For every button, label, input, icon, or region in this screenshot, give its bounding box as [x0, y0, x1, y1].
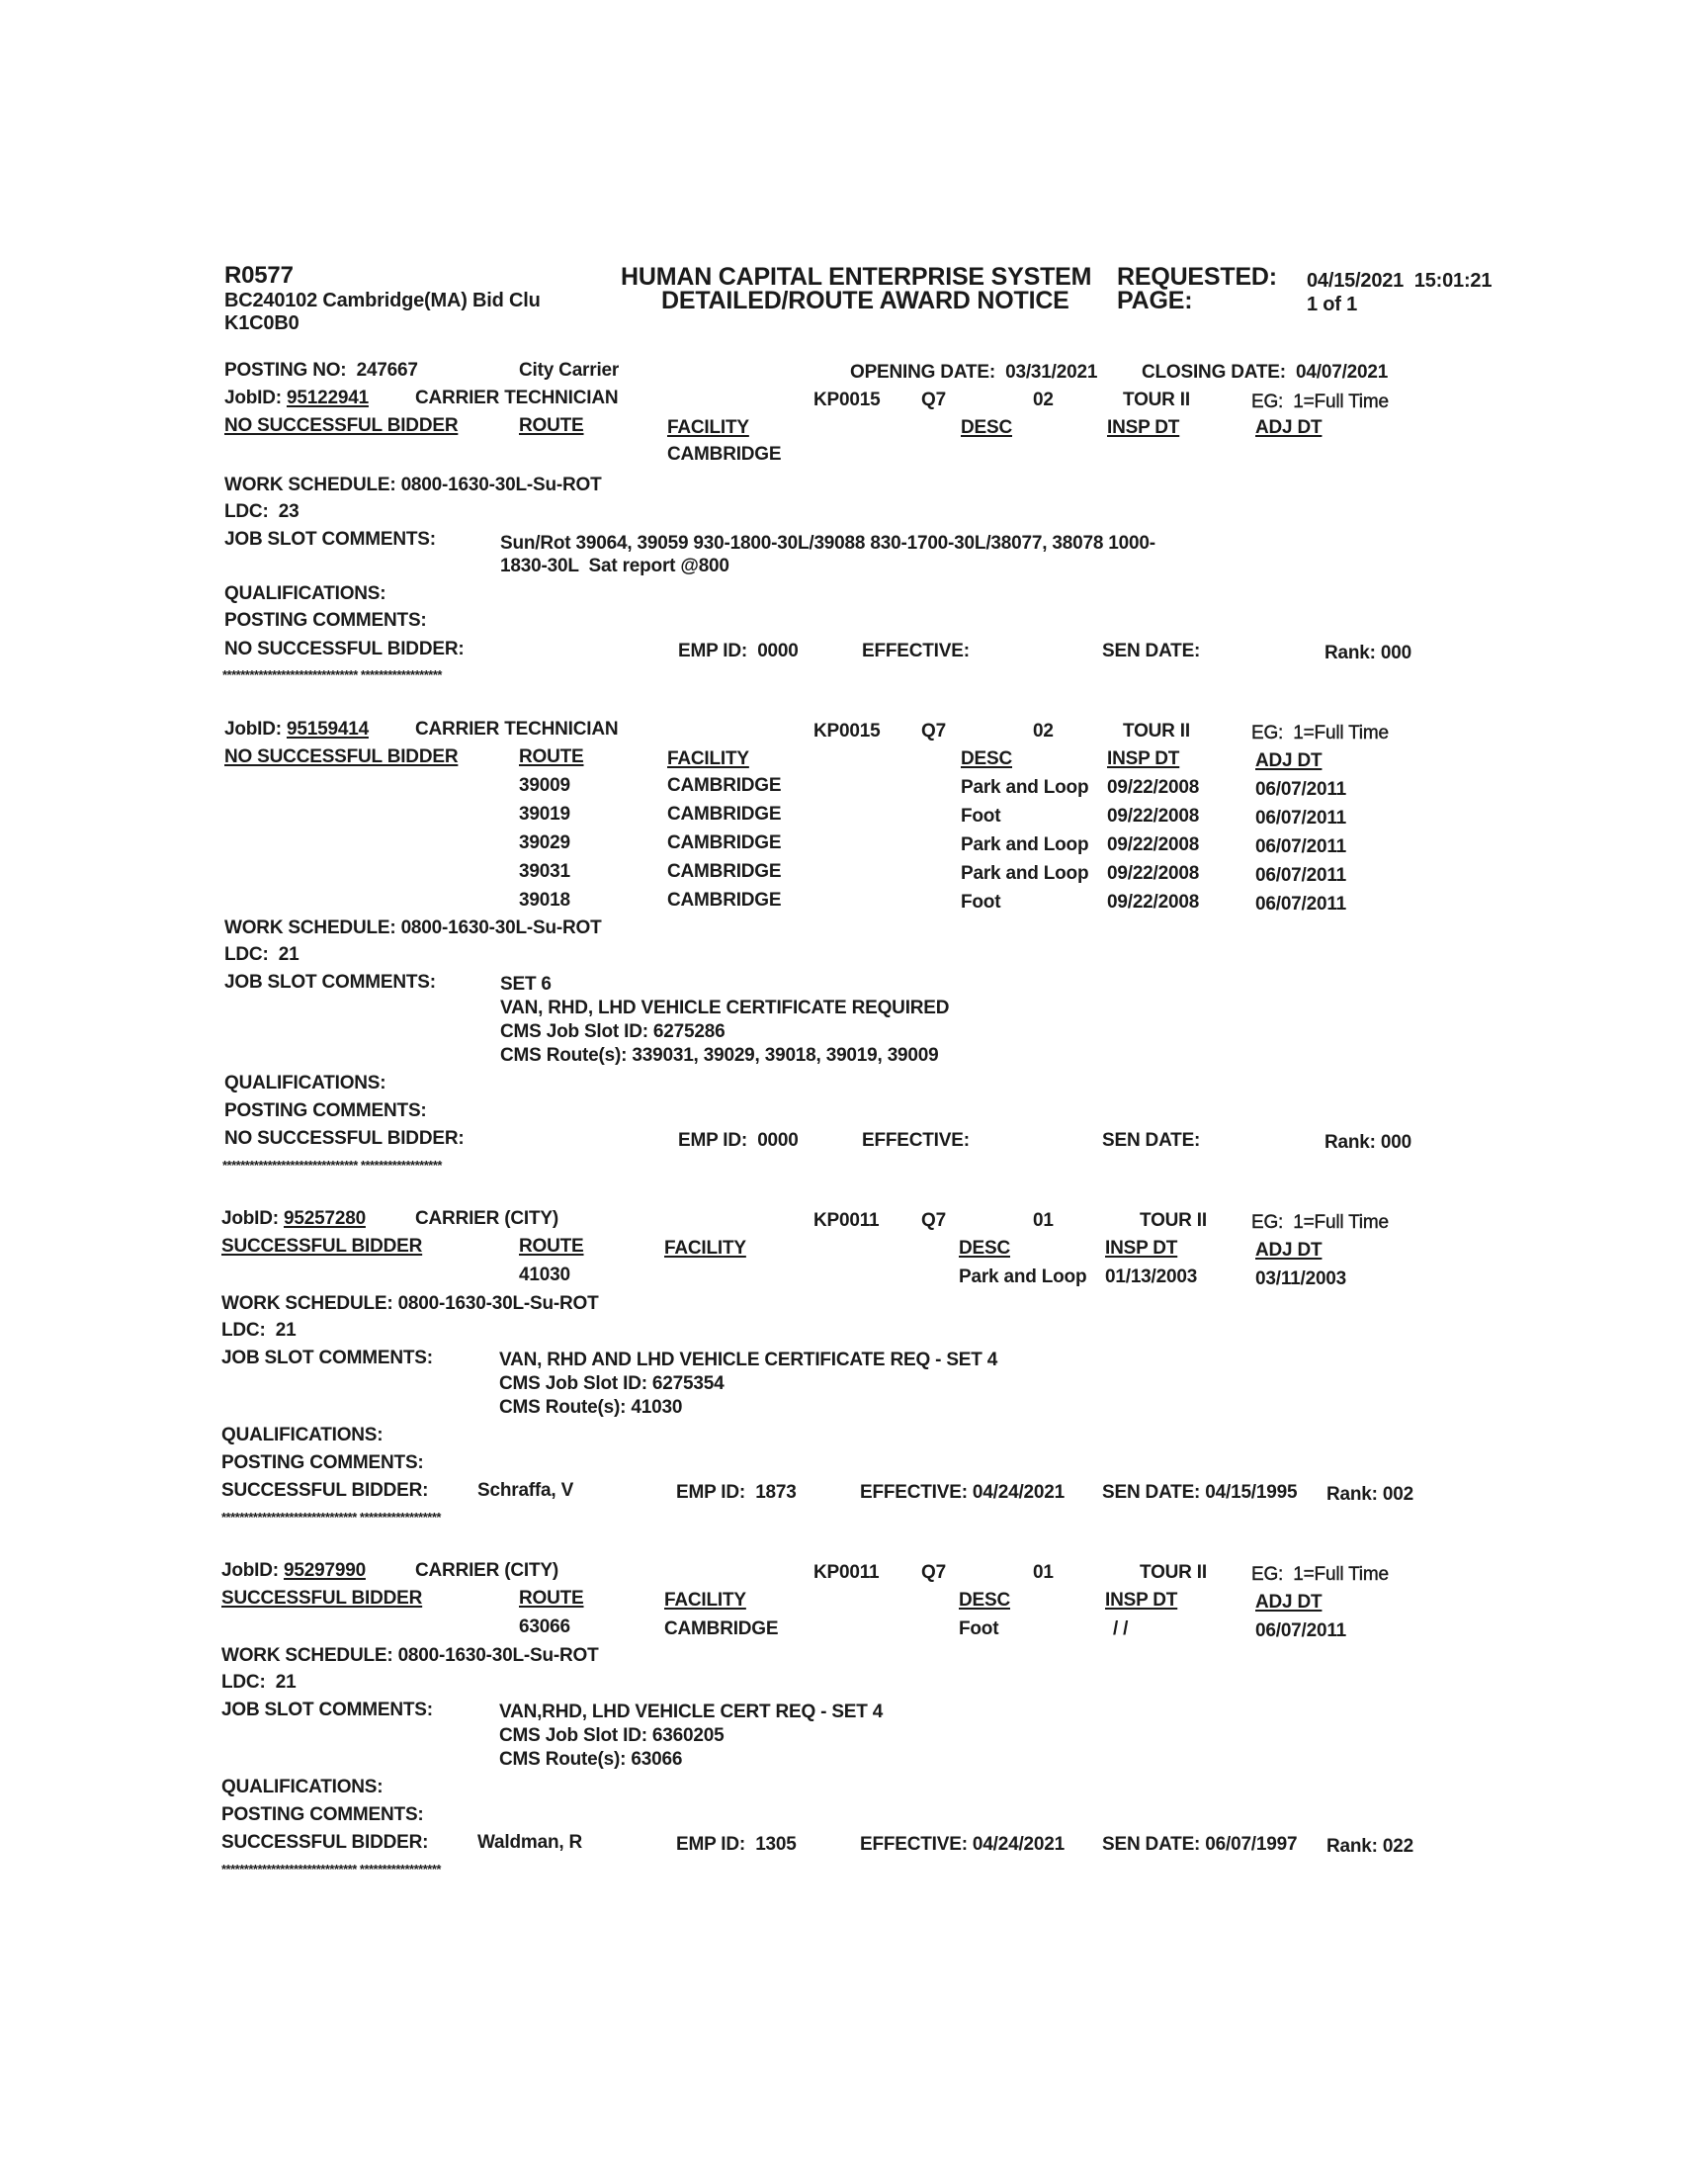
route-number: 39029	[519, 832, 570, 853]
route-adj-dt: 06/07/2011	[1255, 1620, 1347, 1641]
route-desc: Park and Loop	[961, 863, 1089, 884]
job-slot-comments-label: JOB SLOT COMMENTS:	[224, 972, 436, 993]
emp-id: EMP ID: 1305	[676, 1834, 797, 1855]
job-tour: TOUR II	[1140, 1210, 1207, 1231]
job-id-line	[221, 1208, 366, 1230]
route-facility: CAMBRIDGE	[667, 832, 782, 853]
route-adj-dt: 03/11/2003	[1255, 1268, 1347, 1289]
job-slot-comment-line: VAN,RHD, LHD VEHICLE CERT REQ - SET 4	[499, 1702, 884, 1722]
route-desc: Park and Loop	[961, 777, 1089, 798]
job-level: 02	[1033, 721, 1054, 742]
work-schedule: WORK SCHEDULE: 0800-1630-30L-Su-ROT	[221, 1645, 599, 1666]
job-level: 01	[1033, 1210, 1054, 1231]
ldc: LDC: 21	[221, 1672, 297, 1693]
job-title: CARRIER TECHNICIAN	[415, 719, 619, 740]
page-label: PAGE:	[1117, 287, 1193, 314]
job-id-line	[224, 719, 369, 741]
route-insp-dt: 01/13/2003	[1105, 1266, 1198, 1287]
route-column-header: ROUTE	[519, 1236, 584, 1257]
bidder-label: SUCCESSFUL BIDDER:	[221, 1480, 429, 1501]
adj-dt-column-header: ADJ DT	[1255, 417, 1323, 438]
job-kp: KP0015	[813, 390, 881, 410]
job-eg: EG: 1=Full Time	[1251, 1564, 1389, 1585]
posting-comments-label: POSTING COMMENTS:	[224, 1100, 427, 1121]
insp-dt-column-header: INSP DT	[1107, 417, 1180, 438]
ldc: LDC: 23	[224, 501, 299, 522]
work-schedule: WORK SCHEDULE: 0800-1630-30L-Su-ROT	[224, 475, 602, 495]
route-facility: CAMBRIDGE	[667, 444, 782, 465]
qualifications-label: QUALIFICATIONS:	[221, 1425, 384, 1445]
route-number: 63066	[519, 1616, 570, 1637]
route-desc: Park and Loop	[961, 834, 1089, 855]
job-id-label: JobID:	[221, 1560, 284, 1581]
job-kp: KP0011	[813, 1562, 880, 1583]
job-slot-comment-line: CMS Job Slot ID: 6275286	[500, 1021, 726, 1042]
desc-column-header: DESC	[959, 1590, 1010, 1611]
insp-dt-column-header: INSP DT	[1105, 1238, 1178, 1259]
desc-column-header: DESC	[961, 748, 1012, 769]
sen-date: SEN DATE:	[1102, 641, 1201, 661]
ldc: LDC: 21	[224, 944, 299, 965]
route-facility: CAMBRIDGE	[667, 775, 782, 796]
job-q: Q7	[921, 390, 946, 410]
sen-date: SEN DATE: 06/07/1997	[1102, 1834, 1298, 1855]
job-id-link[interactable]: 95159414	[287, 719, 369, 740]
job-kp: KP0015	[813, 721, 881, 742]
qualifications-label: QUALIFICATIONS:	[224, 583, 386, 604]
job-q: Q7	[921, 721, 946, 742]
route-adj-dt: 06/07/2011	[1255, 779, 1347, 800]
bidder-column-header: SUCCESSFUL BIDDER	[221, 1236, 423, 1257]
adj-dt-column-header: ADJ DT	[1255, 1592, 1323, 1613]
route-desc: Foot	[961, 892, 1001, 913]
emp-id: EMP ID: 0000	[678, 641, 799, 661]
route-facility: CAMBRIDGE	[667, 804, 782, 825]
route-column-header: ROUTE	[519, 415, 584, 436]
notice-title: DETAILED/ROUTE AWARD NOTICE	[661, 287, 1069, 314]
job-tour: TOUR II	[1123, 390, 1190, 410]
route-number: 39031	[519, 861, 570, 882]
bidder-label: NO SUCCESSFUL BIDDER:	[224, 639, 465, 659]
job-q: Q7	[921, 1562, 946, 1583]
report-code: R0577	[224, 262, 294, 289]
insp-dt-column-header: INSP DT	[1105, 1590, 1178, 1611]
job-kp: KP0011	[813, 1210, 880, 1231]
route-adj-dt: 06/07/2011	[1255, 808, 1347, 829]
route-adj-dt: 06/07/2011	[1255, 836, 1347, 857]
sen-date: SEN DATE: 04/15/1995	[1102, 1482, 1298, 1503]
effective: EFFECTIVE:	[862, 641, 970, 661]
desc-column-header: DESC	[961, 417, 1012, 438]
requested-label: REQUESTED:	[1117, 263, 1277, 291]
route-insp-dt: 09/22/2008	[1107, 863, 1200, 884]
job-id-link[interactable]: 95297990	[284, 1560, 366, 1581]
effective: EFFECTIVE:	[862, 1130, 970, 1151]
bidder-label: SUCCESSFUL BIDDER:	[221, 1832, 429, 1853]
job-slot-comment-line: VAN, RHD, LHD VEHICLE CERTIFICATE REQUIRED	[500, 998, 950, 1018]
unit-name: BC240102 Cambridge(MA) Bid Clu	[224, 290, 541, 311]
job-id-label: JobID:	[224, 388, 287, 408]
job-eg: EG: 1=Full Time	[1251, 723, 1389, 743]
craft: City Carrier	[519, 360, 620, 381]
job-title: CARRIER TECHNICIAN	[415, 388, 619, 408]
bidder-name: Waldman, R	[477, 1832, 583, 1853]
facility-column-header: FACILITY	[664, 1590, 746, 1611]
effective: EFFECTIVE: 04/24/2021	[860, 1482, 1066, 1503]
closing-date: CLOSING DATE: 04/07/2021	[1142, 362, 1389, 383]
insp-dt-column-header: INSP DT	[1107, 748, 1180, 769]
opening-date: OPENING DATE: 03/31/2021	[850, 362, 1098, 383]
job-slot-comments-label: JOB SLOT COMMENTS:	[221, 1700, 433, 1720]
route-desc: Foot	[961, 806, 1001, 827]
job-slot-comment-line: Sun/Rot 39064, 39059 930-1800-30L/39088 830-1700-30L/38077, 38078 1000-	[500, 533, 1155, 554]
job-slot-comment-line: 1830-30L Sat report @800	[500, 556, 729, 576]
job-title: CARRIER (CITY)	[415, 1208, 558, 1229]
job-slot-comment-line: CMS Route(s): 41030	[499, 1397, 683, 1418]
job-id-line	[221, 1560, 366, 1582]
emp-id: EMP ID: 0000	[678, 1130, 799, 1151]
route-column-header: ROUTE	[519, 746, 584, 767]
rank: Rank: 022	[1326, 1836, 1413, 1857]
route-number: 39009	[519, 775, 570, 796]
route-adj-dt: 06/07/2011	[1255, 894, 1347, 915]
adj-dt-column-header: ADJ DT	[1255, 1240, 1323, 1261]
qualifications-label: QUALIFICATIONS:	[221, 1777, 384, 1797]
job-slot-comment-line: CMS Job Slot ID: 6360205	[499, 1725, 725, 1746]
separator-stars: ****************************** ******************	[222, 667, 442, 682]
job-slot-comment-line: CMS Route(s): 63066	[499, 1749, 683, 1770]
route-insp-dt: 09/22/2008	[1107, 806, 1200, 827]
separator-stars: ****************************** ******************	[222, 1158, 442, 1173]
sen-date: SEN DATE:	[1102, 1130, 1201, 1151]
route-desc: Foot	[959, 1618, 999, 1639]
route-insp-dt: 09/22/2008	[1107, 834, 1200, 855]
job-tour: TOUR II	[1140, 1562, 1207, 1583]
system-title: HUMAN CAPITAL ENTERPRISE SYSTEM	[621, 263, 1092, 291]
bidder-column-header: SUCCESSFUL BIDDER	[221, 1588, 423, 1609]
job-level: 02	[1033, 390, 1054, 410]
job-slot-comment-line: SET 6	[500, 974, 552, 995]
route-insp-dt: 09/22/2008	[1107, 777, 1200, 798]
route-number: 39018	[519, 890, 570, 911]
posting-comments-label: POSTING COMMENTS:	[224, 610, 427, 631]
ldc: LDC: 21	[221, 1320, 297, 1341]
route-number: 39019	[519, 804, 570, 825]
bidder-column-header: NO SUCCESSFUL BIDDER	[224, 415, 459, 436]
route-insp-dt: / /	[1113, 1618, 1129, 1639]
job-q: Q7	[921, 1210, 946, 1231]
bidder-label: NO SUCCESSFUL BIDDER:	[224, 1128, 465, 1149]
job-slot-comment-line: CMS Route(s): 339031, 39029, 39018, 39019, 39009	[500, 1045, 939, 1066]
route-insp-dt: 09/22/2008	[1107, 892, 1200, 913]
work-schedule: WORK SCHEDULE: 0800-1630-30L-Su-ROT	[224, 917, 602, 938]
bidder-column-header: NO SUCCESSFUL BIDDER	[224, 746, 459, 767]
route-facility: CAMBRIDGE	[667, 890, 782, 911]
facility-column-header: FACILITY	[667, 748, 749, 769]
facility-column-header: FACILITY	[664, 1238, 746, 1259]
separator-stars: ****************************** ******************	[221, 1862, 441, 1877]
job-id-link[interactable]: 95257280	[284, 1208, 366, 1229]
job-eg: EG: 1=Full Time	[1251, 1212, 1389, 1233]
qualifications-label: QUALIFICATIONS:	[224, 1073, 386, 1093]
unit-code: K1C0B0	[224, 312, 299, 334]
rank: Rank: 000	[1324, 1132, 1411, 1153]
job-id-label: JobID:	[224, 719, 287, 740]
requested-value: 04/15/2021 15:01:21	[1307, 270, 1493, 292]
job-slot-comment-line: CMS Job Slot ID: 6275354	[499, 1373, 725, 1394]
desc-column-header: DESC	[959, 1238, 1010, 1259]
facility-column-header: FACILITY	[667, 417, 749, 438]
job-id-label: JobID:	[221, 1208, 284, 1229]
job-tour: TOUR II	[1123, 721, 1190, 742]
route-desc: Park and Loop	[959, 1266, 1087, 1287]
page-value: 1 of 1	[1307, 294, 1358, 315]
posting-comments-label: POSTING COMMENTS:	[221, 1452, 424, 1473]
adj-dt-column-header: ADJ DT	[1255, 750, 1323, 771]
rank: Rank: 002	[1326, 1484, 1413, 1505]
route-facility: CAMBRIDGE	[664, 1618, 779, 1639]
bidder-name: Schraffa, V	[477, 1480, 574, 1501]
job-slot-comment-line: VAN, RHD AND LHD VEHICLE CERTIFICATE REQ - SET 4	[499, 1350, 998, 1370]
effective: EFFECTIVE: 04/24/2021	[860, 1834, 1066, 1855]
route-column-header: ROUTE	[519, 1588, 584, 1609]
rank: Rank: 000	[1324, 643, 1411, 663]
posting-no: POSTING NO: 247667	[224, 360, 418, 381]
emp-id: EMP ID: 1873	[676, 1482, 797, 1503]
separator-stars: ****************************** ******************	[221, 1510, 441, 1525]
job-title: CARRIER (CITY)	[415, 1560, 558, 1581]
job-id-link[interactable]: 95122941	[287, 388, 369, 408]
job-level: 01	[1033, 1562, 1054, 1583]
posting-comments-label: POSTING COMMENTS:	[221, 1804, 424, 1825]
work-schedule: WORK SCHEDULE: 0800-1630-30L-Su-ROT	[221, 1293, 599, 1314]
job-eg: EG: 1=Full Time	[1251, 392, 1389, 412]
route-facility: CAMBRIDGE	[667, 861, 782, 882]
job-slot-comments-label: JOB SLOT COMMENTS:	[221, 1348, 433, 1368]
job-slot-comments-label: JOB SLOT COMMENTS:	[224, 529, 436, 550]
route-number: 41030	[519, 1265, 570, 1285]
route-adj-dt: 06/07/2011	[1255, 865, 1347, 886]
job-id-line	[224, 388, 369, 409]
